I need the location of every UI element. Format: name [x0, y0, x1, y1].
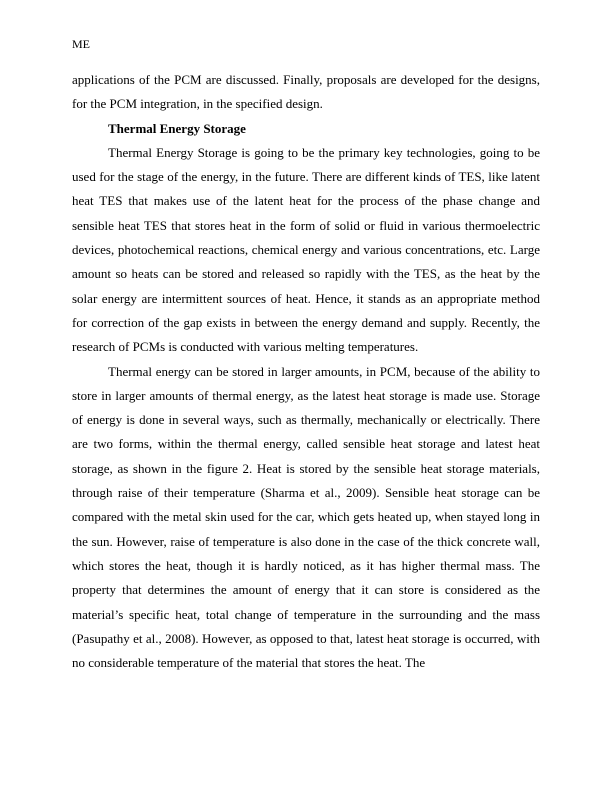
body-paragraph-1: Thermal Energy Storage is going to be the primary key technologies, going to be used for the stage of the energy, in the future. There are different kinds of TES, like latent heat TES that makes use of the latent heat for the process of the phase change and sensible heat TES that stores heat in the form of solid or fluid in various thermoelectric devices, photochemical reactions, chemical energy and various concentrations, etc. Large amount so heats can be stored and released so rapidly with the TES, as the heat by the solar energy are intermittent sources of heat. Hence, it stands as an appropriate method for correction of the gap exists in between the energy demand and supply. Recently, the research of PCMs is conducted with various melting temperatures. — [72, 144, 540, 355]
intro-paragraph: applications of the PCM are discussed. Finally, proposals are developed for the designs, for the PCM integration, in the specified design. — [72, 72, 540, 112]
running-head: ME — [72, 37, 90, 51]
body-paragraph-2: Thermal energy can be stored in larger amounts, in PCM, because of the ability to store in larger amounts of thermal energy, as the latest heat storage is made use. Storage of energy is done in several ways, such as thermally, mechanically or electrically. There are two forms, within the thermal energy, called sensible heat storage and latest heat storage, as shown in the figure 2. Heat is stored by the sensible heat storage materials, through raise of their temperature (Sharma et al., 2009). Sensible heat storage can be compared with the metal skin used for the car, which gets heated up, when stayed long in the sun. However, raise of temperature is also done in the case of the thick concrete wall, which stores the heat, though it is hardly noticed, as it has higher thermal mass. The property that determines the amount of energy that it can store is considered as the material’s specific heat, total change of temperature in the surrounding and the mass (Pasupathy et al., 2008). However, as opposed to that, latest heat storage is occurred, with no considerable temperature of the material that stores the heat. The — [72, 363, 540, 671]
section-heading: Thermal Energy Storage — [108, 120, 246, 136]
document-body — [72, 68, 540, 675]
